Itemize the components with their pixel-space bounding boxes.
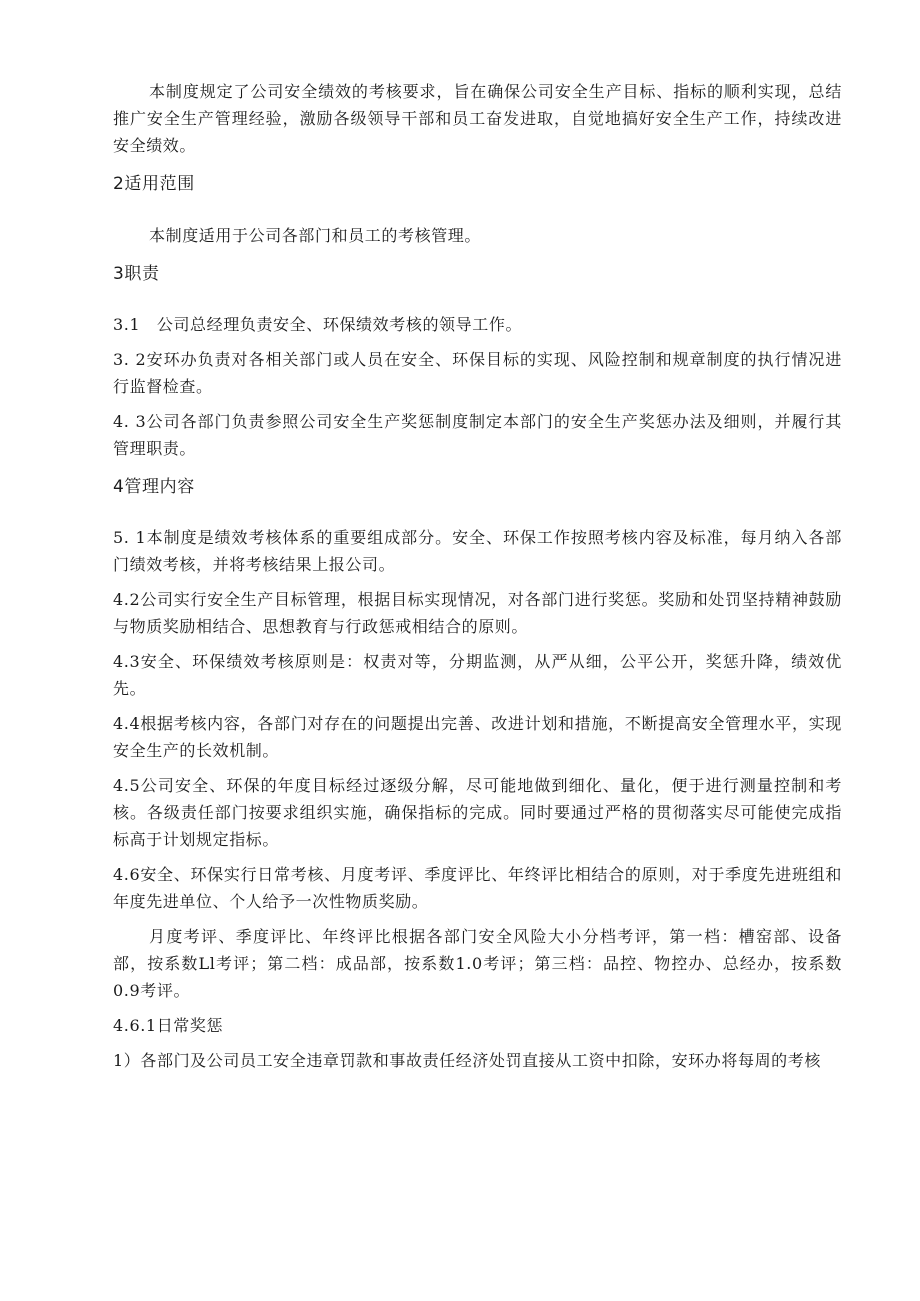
section-3-item-2: 3. 2安环办负责对各相关部门或人员在安全、环保目标的实现、风险控制和规章制度的执行情况进行监督检查。 bbox=[113, 350, 842, 396]
subsection-4-6-1-item-1: 1）各部门及公司员工安全违章罚款和事故责任经济处罚直接从工资中扣除，安环办将每周的考核 bbox=[113, 1051, 821, 1070]
intro-paragraph: 本制度规定了公司安全绩效的考核要求，旨在确保公司安全生产目标、指标的顺利实现，总结推广安全生产管理经验，激励各级领导干部和员工奋发进取，自觉地搞好安全生产工作，持续改进安全绩效。 bbox=[113, 82, 842, 155]
section-2-body: 本制度适用于公司各部门和员工的考核管理。 bbox=[149, 226, 482, 245]
section-4-item-5: 4.5公司安全、环保的年度目标经过逐级分解，尽可能地做到细化、量化，便于进行测量控制和考核。各级责任部门按要求组织实施，确保指标的完成。同时要通过严格的贯彻落实尽可能使完成指标高于计划规定指标。 bbox=[113, 776, 842, 849]
section-4-item-4: 4.4根据考核内容，各部门对存在的问题提出完善、改进计划和措施，不断提高安全管理水平，实现安全生产的长效机制。 bbox=[113, 714, 842, 760]
section-4-item-1: 5. 1本制度是绩效考核体系的重要组成部分。安全、环保工作按照考核内容及标准，每月纳入各部门绩效考核，并将考核结果上报公司。 bbox=[113, 528, 842, 574]
section-3-item-3: 4. 3公司各部门负责参照公司安全生产奖惩制度制定本部门的安全生产奖惩办法及细则，并履行其管理职责。 bbox=[113, 412, 842, 458]
section-4-item-3: 4.3安全、环保绩效考核原则是：权责对等，分期监测，从严从细，公平公开，奖惩升降，绩效优先。 bbox=[113, 652, 842, 698]
section-3-item-1: 3.1 公司总经理负责安全、环保绩效考核的领导工作。 bbox=[113, 315, 523, 334]
section-4-heading: 4管理内容 bbox=[113, 477, 195, 497]
section-4-item-2: 4.2公司实行安全生产目标管理，根据目标实现情况，对各部门进行奖惩。奖励和处罚坚持精神鼓励与物质奖励相结合、思想教育与行政惩戒相结合的原则。 bbox=[113, 590, 842, 636]
section-2-heading: 2适用范围 bbox=[113, 174, 195, 194]
section-4-item-6: 4.6安全、环保实行日常考核、月度考评、季度评比、年终评比相结合的原则，对于季度先进班组和年度先进单位、个人给予一次性物质奖励。 bbox=[113, 865, 842, 911]
subsection-4-6-1-heading: 4.6.1日常奖惩 bbox=[113, 1016, 224, 1035]
tier-paragraph: 月度考评、季度评比、年终评比根据各部门安全风险大小分档考评，第一档：槽窑部、设备部，按系数Ll考评；第二档：成品部，按系数1.0考评；第三档：品控、物控办、总经办，按系数0.9考评。 bbox=[113, 927, 842, 1000]
section-3-heading: 3职责 bbox=[113, 264, 160, 284]
